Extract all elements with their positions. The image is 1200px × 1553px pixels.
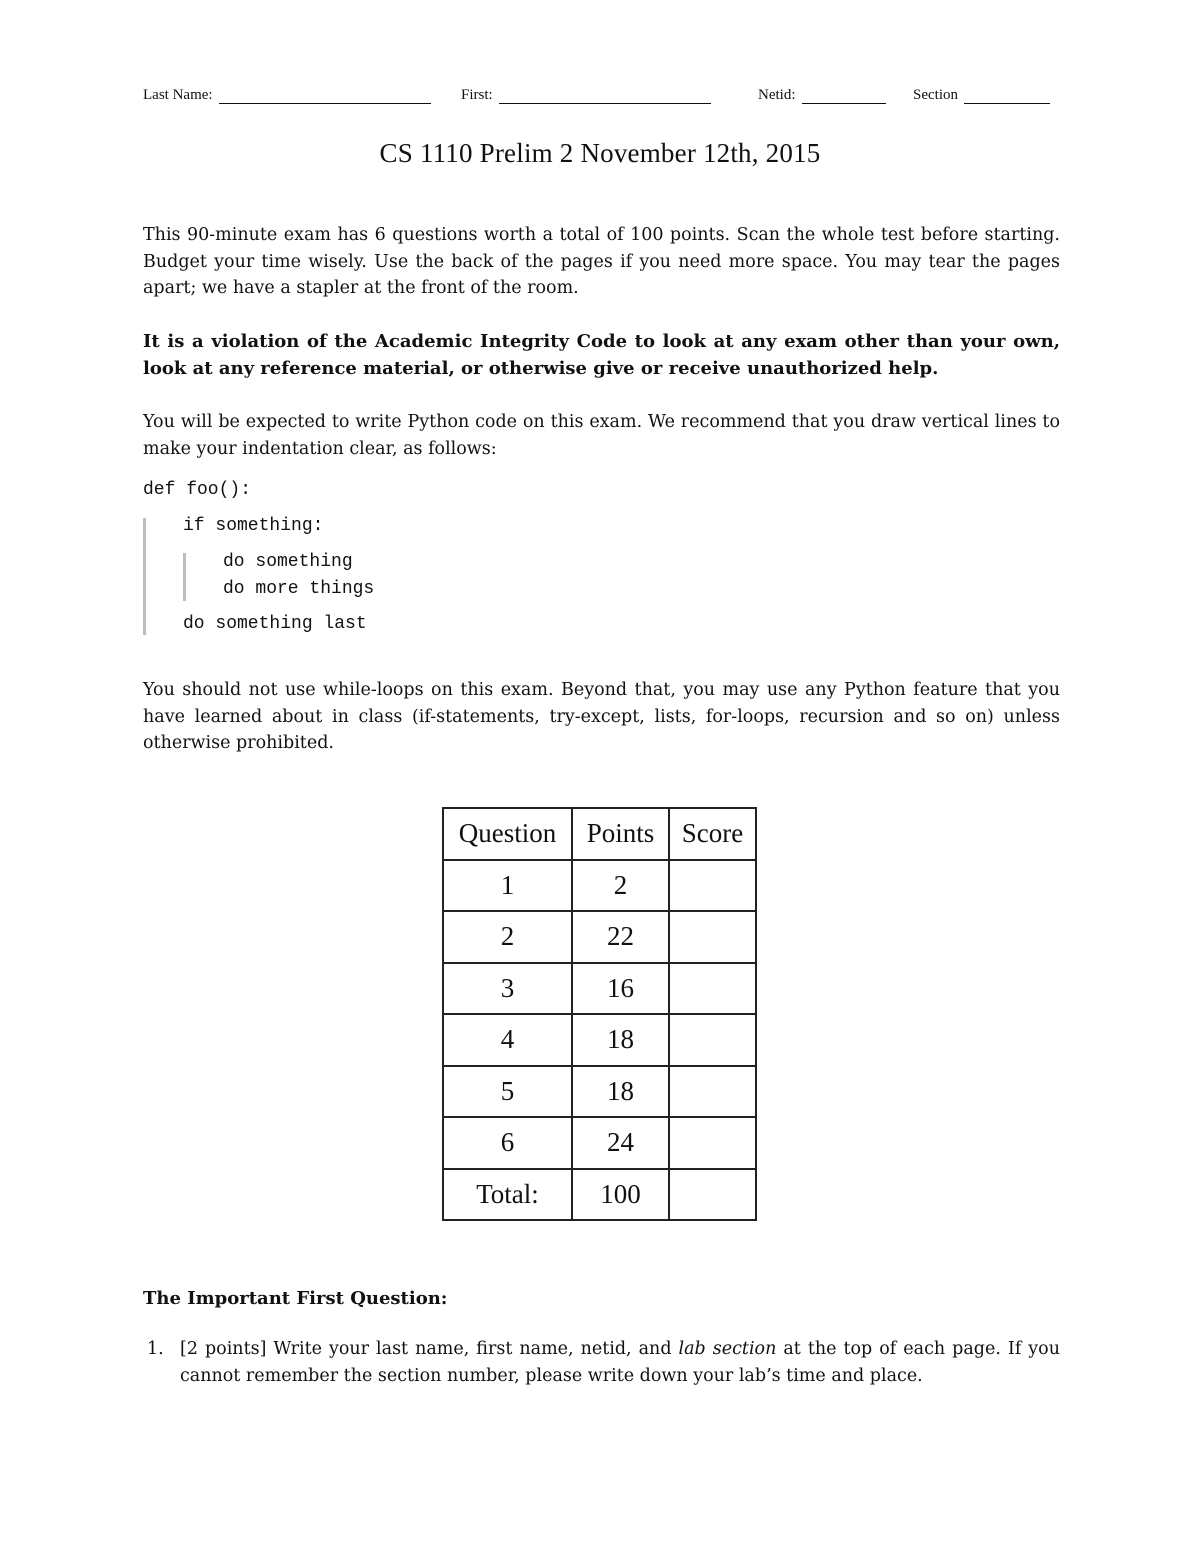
header-question: Question: [443, 808, 572, 860]
header-points: Points: [572, 808, 669, 860]
code-line-2: if something:: [183, 516, 324, 536]
python-note-paragraph: You will be expected to write Python code on this exam. We recommend that you draw vertical lines to make your indentation clear, as follows:: [143, 412, 1060, 459]
table-row: [443, 860, 756, 912]
question-text-part2: at the top of each page. If you cannot remember the section number, please write down your lab’s time and place.: [180, 1339, 1060, 1386]
question-number: 1: [443, 860, 572, 912]
intro-paragraph: This 90-minute exam has 6 questions worth a total of 100 points. Scan the whole test before starting. Budget your time wisely. Use the back of the pages if you need more space. You may tear the pages apart; we have a stapler at the front of the room.: [143, 225, 1060, 298]
code-line-1: def foo():: [143, 480, 252, 500]
total-points: 100: [572, 1169, 669, 1221]
indent-guide-inner: [183, 553, 186, 601]
first-question: [143, 1336, 1060, 1390]
table-row: [443, 1066, 756, 1118]
total-row: [443, 1169, 756, 1221]
section-blank: [964, 86, 1050, 104]
code-line-5: do something last: [183, 614, 367, 634]
last-name-field: [143, 86, 431, 104]
score-cell: [669, 1014, 756, 1066]
question-text: [180, 1336, 1060, 1390]
header-fields: [143, 86, 1060, 110]
question-points: 22: [572, 911, 669, 963]
question-points: 24: [572, 1117, 669, 1169]
last-name-blank: [219, 86, 431, 104]
netid-label: Netid:: [758, 87, 796, 103]
score-cell: [669, 911, 756, 963]
first-name-blank: [499, 86, 711, 104]
last-name-label: Last Name:: [143, 87, 213, 103]
question-points: 16: [572, 963, 669, 1015]
question-points: 18: [572, 1014, 669, 1066]
question-points: 18: [572, 1066, 669, 1118]
question-text-part1: [2 points] Write your last name, first name, netid, and: [180, 1339, 679, 1359]
question-number: 2: [443, 911, 572, 963]
rules-paragraph: You should not use while-loops on this exam. Beyond that, you may use any Python feature that you have learned about in class (if-statements, try-except, lists, for-loops, recursion and so on) unless otherwise prohibited.: [143, 680, 1060, 753]
code-line-3: do something: [223, 552, 353, 572]
question-points: 2: [572, 860, 669, 912]
page-title: CS 1110 Prelim 2 November 12th, 2015: [379, 138, 821, 168]
table-row: [443, 1014, 756, 1066]
section-label: Section: [913, 87, 958, 103]
code-line-4: do more things: [223, 579, 375, 599]
question-number: 4: [443, 1014, 572, 1066]
first-name-field: [461, 86, 711, 104]
total-label: Total:: [443, 1169, 572, 1221]
netid-field: [758, 86, 886, 104]
header-score: Score: [669, 808, 756, 860]
table-row: [443, 1117, 756, 1169]
question-text-italic: lab section: [678, 1339, 777, 1359]
table-row: [443, 963, 756, 1015]
table-row: [443, 911, 756, 963]
question-number: 3: [443, 963, 572, 1015]
first-name-label: First:: [461, 87, 493, 103]
question-number: 5: [443, 1066, 572, 1118]
score-cell: [669, 963, 756, 1015]
first-question-heading: The Important First Question:: [143, 1288, 448, 1309]
indent-guide-outer: [143, 518, 146, 635]
integrity-paragraph: It is a violation of the Academic Integrity Code to look at any exam other than your own, look at any reference material, or otherwise give or receive unauthorized help.: [143, 331, 1060, 379]
question-number: 6: [443, 1117, 572, 1169]
question-number-label: 1.: [147, 1339, 164, 1359]
netid-blank: [802, 86, 886, 104]
section-field: [913, 86, 1050, 104]
score-table-header: [443, 808, 756, 860]
score-table: [442, 807, 757, 1221]
score-cell: [669, 1117, 756, 1169]
score-cell: [669, 860, 756, 912]
score-cell: [669, 1066, 756, 1118]
total-score-cell: [669, 1169, 756, 1221]
